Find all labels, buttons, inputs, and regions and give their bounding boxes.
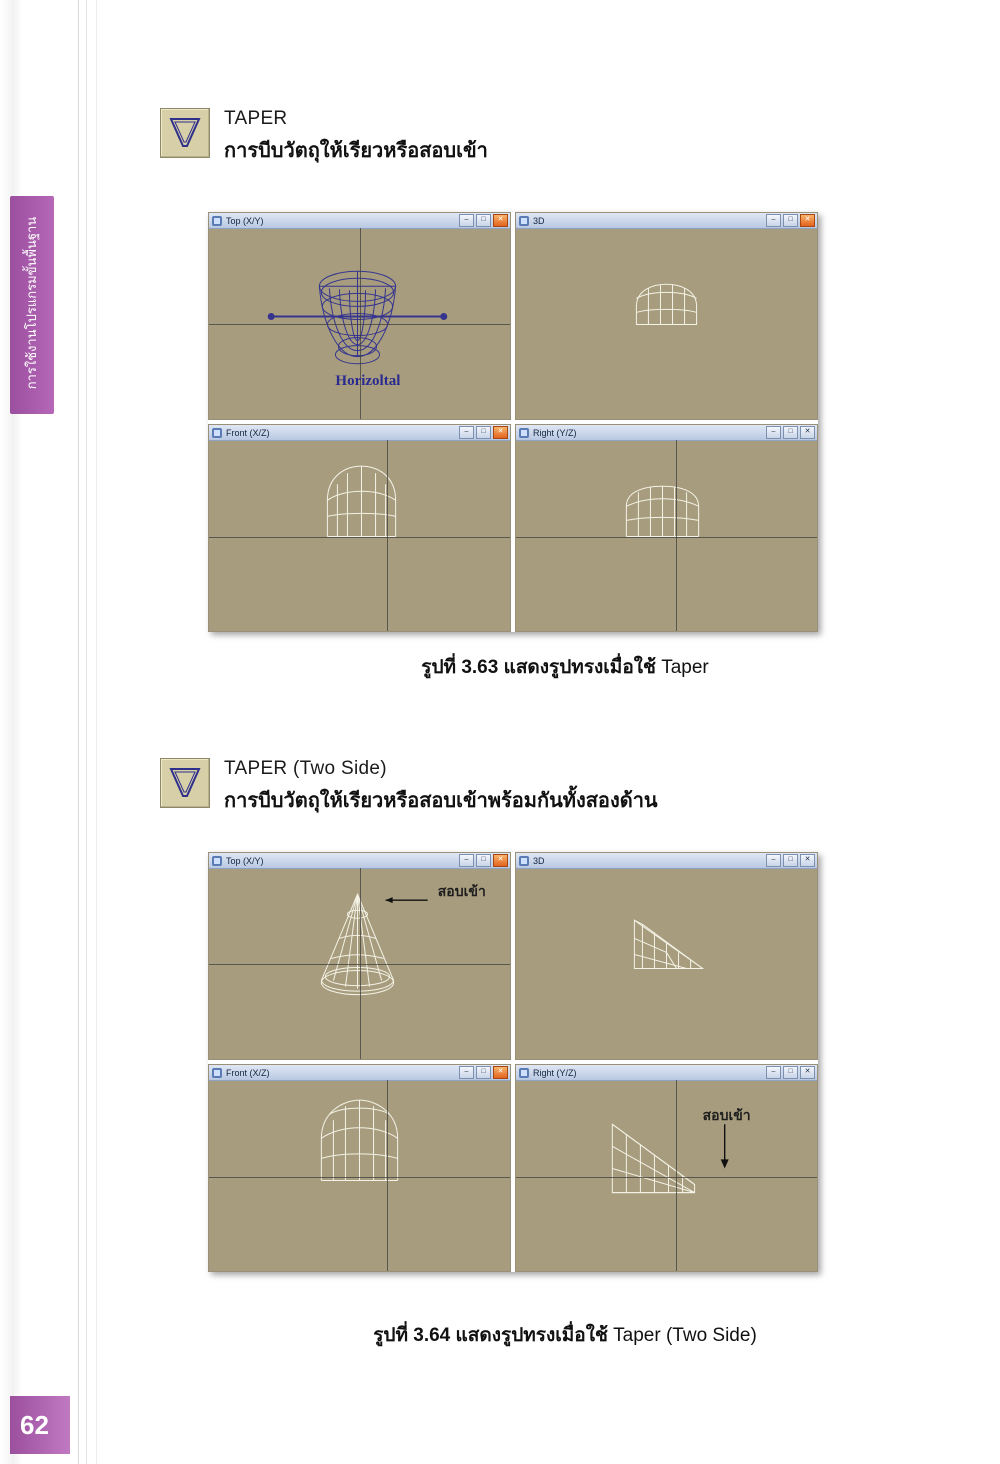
maximize-button[interactable]: □	[783, 426, 798, 439]
viewport-canvas[interactable]	[516, 868, 817, 1059]
window-buttons[interactable]	[459, 214, 508, 227]
spine-rule-3	[96, 0, 97, 1464]
viewport-app-icon	[212, 856, 222, 866]
figure-3-64-caption	[150, 1320, 980, 1350]
viewport-right-yz[interactable]	[515, 1064, 818, 1272]
grid-line-vertical	[676, 1080, 677, 1271]
close-button[interactable]: ✕	[493, 1066, 508, 1079]
viewport-right-yz[interactable]	[515, 424, 818, 632]
viewport-3d[interactable]	[515, 852, 818, 1060]
viewport-canvas[interactable]	[209, 228, 510, 419]
page-spine	[0, 0, 120, 1464]
viewport-label: 3D	[533, 215, 545, 226]
annotation-sob-kao-top: สอบเข้า	[437, 883, 486, 900]
close-button[interactable]: ✕	[800, 854, 815, 867]
viewport-label: Right (Y/Z)	[533, 427, 577, 438]
close-button[interactable]: ✕	[493, 214, 508, 227]
window-buttons[interactable]	[766, 214, 815, 227]
taper-two-side-wireframe-3d	[516, 868, 817, 1059]
caption-thai: รูปที่ 3.63 แสดงรูปทรงเมื่อใช้	[421, 657, 662, 678]
caption-thai: รูปที่ 3.64 แสดงรูปทรงเมื่อใช้	[373, 1325, 614, 1346]
annotation-sob-kao-right: สอบเข้า	[702, 1106, 751, 1123]
viewport-titlebar	[516, 213, 817, 229]
maximize-button[interactable]: □	[476, 1066, 491, 1079]
caption-latin: Taper	[661, 657, 709, 678]
grid-line-vertical	[676, 440, 677, 631]
minimize-button[interactable]: –	[766, 854, 781, 867]
viewport-top-xy[interactable]	[208, 852, 511, 1060]
spine-rule-1	[78, 0, 79, 1464]
taper-two-side-title-en: TAPER (Two Side)	[224, 758, 387, 779]
taper-glyph-icon	[167, 116, 203, 150]
viewport-label: 3D	[533, 855, 545, 866]
taper-two-side-wireframe-right	[516, 1080, 817, 1271]
maximize-button[interactable]: □	[783, 854, 798, 867]
window-buttons[interactable]	[766, 1066, 815, 1079]
viewport-front-xz[interactable]	[208, 1064, 511, 1272]
close-button[interactable]: ✕	[800, 214, 815, 227]
viewport-app-icon	[519, 216, 529, 226]
viewport-canvas[interactable]	[209, 868, 510, 1059]
viewport-canvas[interactable]	[516, 228, 817, 419]
minimize-button[interactable]: –	[766, 426, 781, 439]
viewport-titlebar	[516, 1065, 817, 1081]
taper-two-side-heading-text	[224, 758, 658, 816]
viewport-canvas[interactable]	[209, 440, 510, 631]
viewport-label: Front (X/Z)	[226, 1067, 270, 1078]
viewport-label: Front (X/Z)	[226, 427, 270, 438]
figure-3-63	[208, 212, 818, 632]
grid-line-horizontal	[209, 324, 510, 325]
viewport-3d[interactable]	[515, 212, 818, 420]
grid-line-vertical	[387, 1080, 388, 1271]
viewport-titlebar	[516, 425, 817, 441]
taper-title-en: TAPER	[224, 108, 288, 129]
minimize-button[interactable]: –	[766, 1066, 781, 1079]
taper-wireframe-right	[516, 440, 817, 631]
close-button[interactable]: ✕	[493, 854, 508, 867]
grid-line-horizontal	[209, 1177, 510, 1178]
viewport-titlebar	[209, 425, 510, 441]
chapter-side-tab-label: การใช้งานโปรแกรมขั้นพื้นฐาน	[24, 216, 39, 390]
taper-tool-icon[interactable]	[160, 108, 210, 158]
grid-line-horizontal	[209, 537, 510, 538]
close-button[interactable]: ✕	[800, 1066, 815, 1079]
grid-line-vertical	[387, 440, 388, 631]
viewport-titlebar	[209, 853, 510, 869]
viewport-label: Top (X/Y)	[226, 215, 264, 226]
close-button[interactable]: ✕	[800, 426, 815, 439]
taper-two-side-wireframe-front	[209, 1080, 510, 1271]
maximize-button[interactable]: □	[783, 1066, 798, 1079]
viewport-app-icon	[519, 1068, 529, 1078]
viewport-app-icon	[212, 428, 222, 438]
maximize-button[interactable]: □	[476, 214, 491, 227]
spine-rule-2	[86, 0, 87, 1464]
minimize-button[interactable]: –	[459, 426, 474, 439]
viewport-titlebar	[209, 213, 510, 229]
minimize-button[interactable]: –	[459, 854, 474, 867]
taper-two-side-tool-icon[interactable]	[160, 758, 210, 808]
maximize-button[interactable]: □	[476, 426, 491, 439]
window-buttons[interactable]	[459, 854, 508, 867]
viewport-top-xy[interactable]	[208, 212, 511, 420]
minimize-button[interactable]: –	[459, 1066, 474, 1079]
figure-3-64	[208, 852, 818, 1272]
viewport-canvas[interactable]	[516, 1080, 817, 1271]
page-content	[150, 0, 980, 1464]
maximize-button[interactable]: □	[476, 854, 491, 867]
taper-two-side-title-th: การบีบวัตถุให้เรียวหรือสอบเข้าพร้อมกันทั้งสองด้าน	[224, 790, 658, 812]
window-buttons[interactable]	[766, 854, 815, 867]
close-button[interactable]: ✕	[493, 426, 508, 439]
grid-line-horizontal	[516, 537, 817, 538]
taper-heading-text	[224, 108, 488, 166]
minimize-button[interactable]: –	[766, 214, 781, 227]
viewport-titlebar	[516, 853, 817, 869]
grid-line-horizontal	[516, 1177, 817, 1178]
viewport-front-xz[interactable]	[208, 424, 511, 632]
chapter-side-tab	[10, 196, 54, 414]
viewport-app-icon	[212, 216, 222, 226]
viewport-canvas[interactable]	[209, 1080, 510, 1271]
figure-3-63-caption	[150, 652, 980, 682]
caption-latin: Taper (Two Side)	[613, 1325, 757, 1346]
viewport-titlebar	[209, 1065, 510, 1081]
window-buttons[interactable]	[459, 426, 508, 439]
taper-title-th: การบีบวัตถุให้เรียวหรือสอบเข้า	[224, 140, 488, 162]
grid-line-horizontal	[209, 964, 510, 965]
viewport-label: Top (X/Y)	[226, 855, 264, 866]
maximize-button[interactable]: □	[783, 214, 798, 227]
window-buttons[interactable]	[766, 426, 815, 439]
taper-wireframe-3d	[516, 228, 817, 419]
viewport-label: Right (Y/Z)	[533, 1067, 577, 1078]
viewport-app-icon	[519, 856, 529, 866]
section-heading-taper-two-side	[160, 758, 658, 816]
viewport-canvas[interactable]	[516, 440, 817, 631]
taper-wireframe-front	[209, 440, 510, 631]
taper-two-side-glyph-icon	[167, 766, 203, 800]
section-heading-taper	[160, 108, 488, 166]
page-number: 62	[20, 1410, 49, 1440]
annotation-horizoltal: Horizoltal	[335, 373, 401, 390]
viewport-app-icon	[212, 1068, 222, 1078]
viewport-app-icon	[519, 428, 529, 438]
window-buttons[interactable]	[459, 1066, 508, 1079]
minimize-button[interactable]: –	[459, 214, 474, 227]
